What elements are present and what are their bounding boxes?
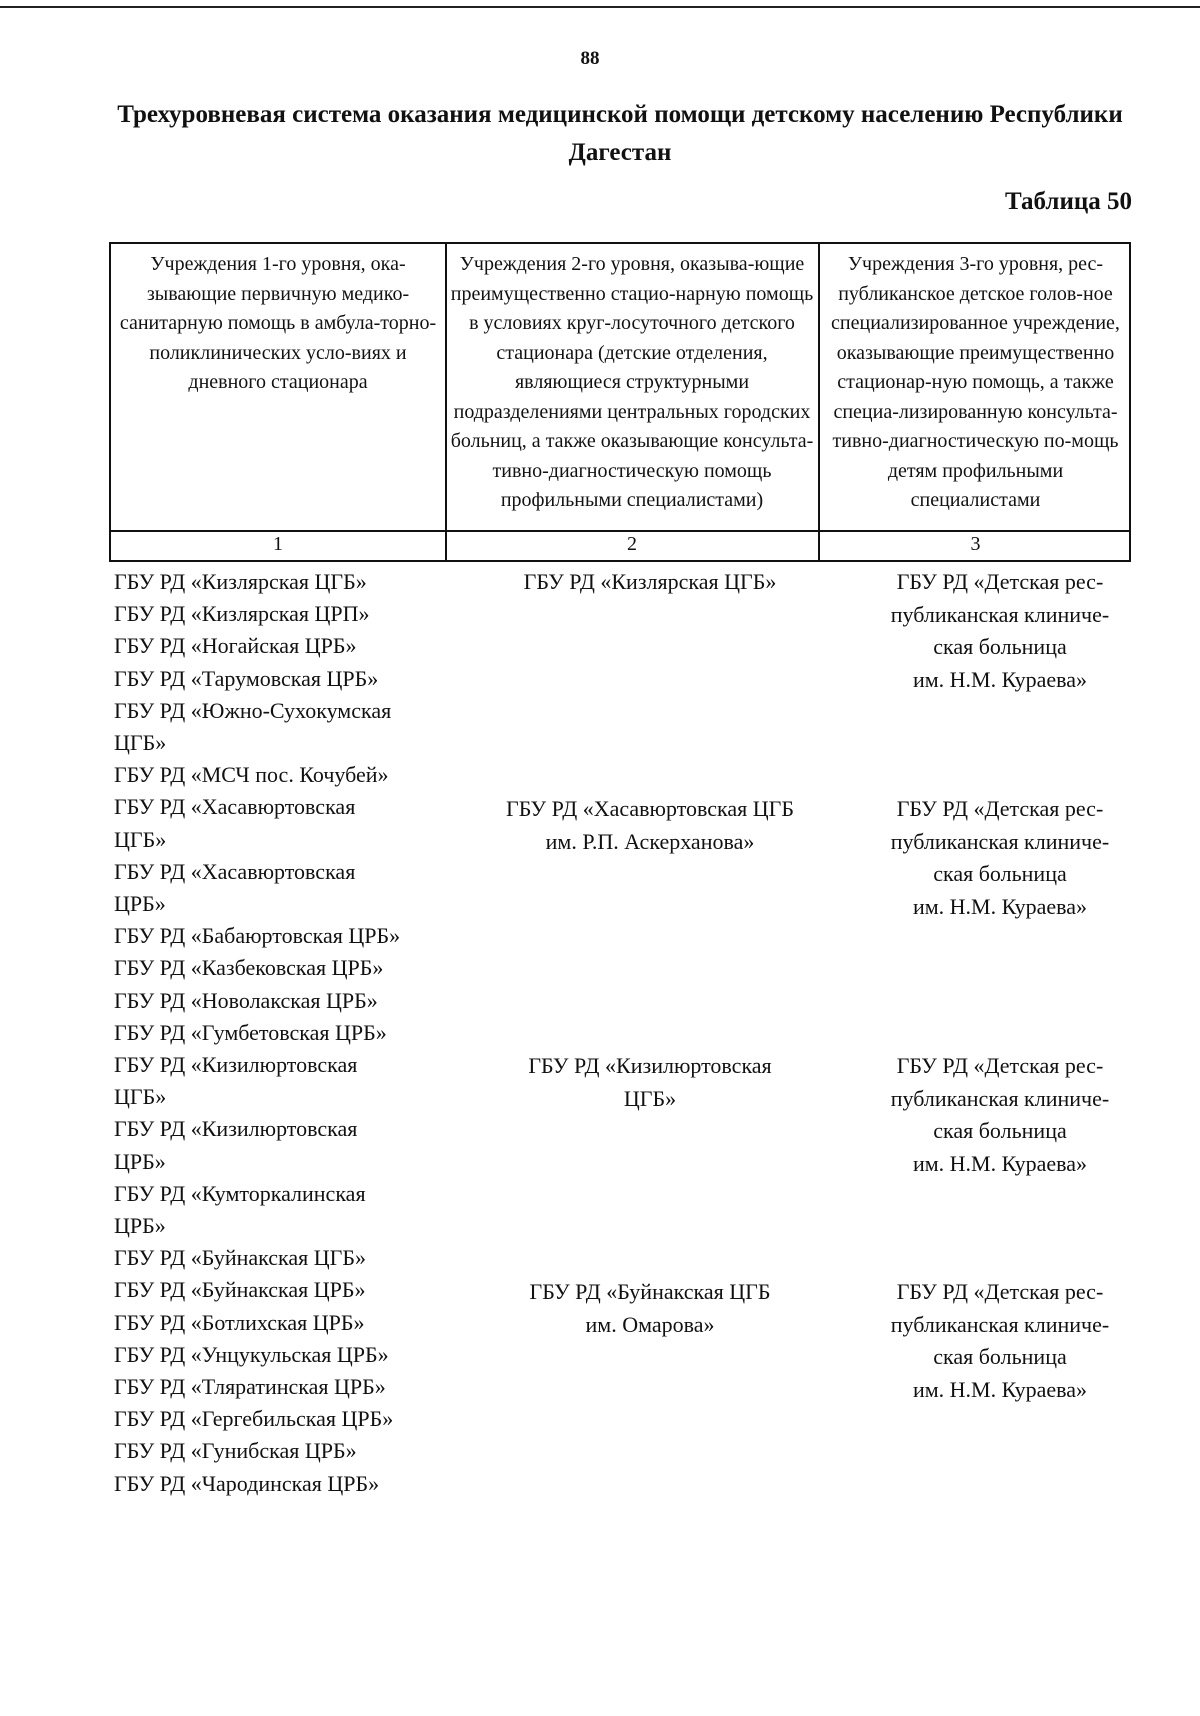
list-item: ГБУ РД «Тляратинская ЦРБ» bbox=[114, 1374, 386, 1400]
column-number-1: 1 bbox=[273, 533, 283, 555]
header-level3: Учреждения 3-го уровня, рес-публиканское детское голов-ное специализированное учреждение, оказывающие преимущественно стационар-ную помощь, а также специа-лизированную консульта-тивно-диагностическую по-мощь детям профильными специалистами bbox=[831, 253, 1120, 511]
list-item: ГБУ РД «Буйнакская ЦГБ» bbox=[114, 1245, 367, 1271]
list-item: ГБУ РД «Южно-Сухокумская ЦГБ» bbox=[114, 697, 392, 756]
list-item: ГБУ РД «Казбековская ЦРБ» bbox=[114, 955, 384, 981]
list-item: ГБУ РД «Чародинская ЦРБ» bbox=[114, 1470, 380, 1496]
list-item: ГБУ РД «Кизлярская ЦГБ» bbox=[114, 569, 367, 594]
level3-institution: ГБУ РД «Детская рес- публиканская клиниче- ская больница им. Н.М. Кураева» bbox=[890, 796, 1110, 919]
list-item: ГБУ РД «Ботлихская ЦРБ» bbox=[114, 1309, 365, 1335]
level3-institution: ГБУ РД «Детская рес- публиканская клиниче- ская больница им. Н.М. Кураева» bbox=[890, 569, 1110, 692]
list-item: ГБУ РД «Гумбетовская ЦРБ» bbox=[114, 1019, 387, 1045]
list-item: ГБУ РД «Кизилюртовская ЦГБ» bbox=[114, 1052, 358, 1110]
table-header-grid bbox=[109, 242, 1131, 562]
list-item: ГБУ РД «Бабаюртовская ЦРБ» bbox=[114, 923, 401, 949]
list-item: ГБУ РД «Гергебильская ЦРБ» bbox=[114, 1406, 394, 1432]
column-number-2: 2 bbox=[627, 533, 637, 555]
level1-institution-list bbox=[114, 566, 400, 1500]
list-item: ГБУ РД «Хасавюртовская ЦРБ» bbox=[114, 858, 356, 917]
level2-institution: ГБУ РД «Кизилюртовская ЦГБ» bbox=[528, 1053, 772, 1111]
list-item: ГБУ РД «Кизилюртовская ЦРБ» bbox=[114, 1116, 358, 1174]
list-item: ГБУ РД «Кумторкалинская ЦРБ» bbox=[114, 1180, 366, 1239]
column-divider bbox=[445, 244, 447, 560]
column-divider bbox=[818, 244, 820, 560]
level3-institution: ГБУ РД «Детская рес- публиканская клиниче- ская больница им. Н.М. Кураева» bbox=[890, 1279, 1110, 1402]
level2-institution: ГБУ РД «Буйнакская ЦГБ им. Омарова» bbox=[529, 1279, 771, 1337]
list-item: ГБУ РД «Ногайская ЦРБ» bbox=[114, 633, 357, 659]
header-level2: Учреждения 2-го уровня, оказыва-ющие преимущественно стацио-нарную помощь в условиях круг-лосуточного детского стационара (детские отделения, являющиеся структурными подразделениями центральных городских больниц, а также оказывающие консульта-тивно-диагностическую помощь профильными специалистами) bbox=[450, 253, 814, 511]
list-item: ГБУ РД «Буйнакская ЦРБ» bbox=[114, 1277, 366, 1303]
page-number: 88 bbox=[580, 48, 600, 69]
list-item: ГБУ РД «Гунибская ЦРБ» bbox=[114, 1438, 357, 1464]
top-rule bbox=[0, 6, 1200, 8]
header-level1: Учреждения 1-го уровня, ока-зывающие первичную медико-санитарную помощь в амбула-торно-поликлинических усло-виях и дневного стационара bbox=[119, 253, 437, 393]
list-item: ГБУ РД «Кизлярская ЦРП» bbox=[114, 601, 370, 627]
level3-institution: ГБУ РД «Детская рес- публиканская клиниче- ская больница им. Н.М. Кураева» bbox=[890, 1053, 1110, 1176]
level2-institution: ГБУ РД «Кизлярская ЦГБ» bbox=[523, 569, 777, 594]
column-number-3: 3 bbox=[970, 533, 981, 555]
table-label: Таблица 50 bbox=[1004, 188, 1132, 215]
document-title: Трехуровневая система оказания медицинской помощи детскому населению Республики Дагестан bbox=[117, 101, 1123, 166]
list-item: ГБУ РД «Хасавюртовская ЦГБ» bbox=[114, 794, 356, 852]
list-item: ГБУ РД «МСЧ пос. Кочубей» bbox=[114, 762, 389, 788]
list-item: ГБУ РД «Тарумовская ЦРБ» bbox=[114, 665, 379, 691]
list-item: ГБУ РД «Унцукульская ЦРБ» bbox=[114, 1341, 389, 1367]
list-item: ГБУ РД «Новолакская ЦРБ» bbox=[114, 987, 378, 1013]
level2-institution: ГБУ РД «Хасавюртовская ЦГБ им. Р.П. Аскерханова» bbox=[505, 796, 795, 854]
